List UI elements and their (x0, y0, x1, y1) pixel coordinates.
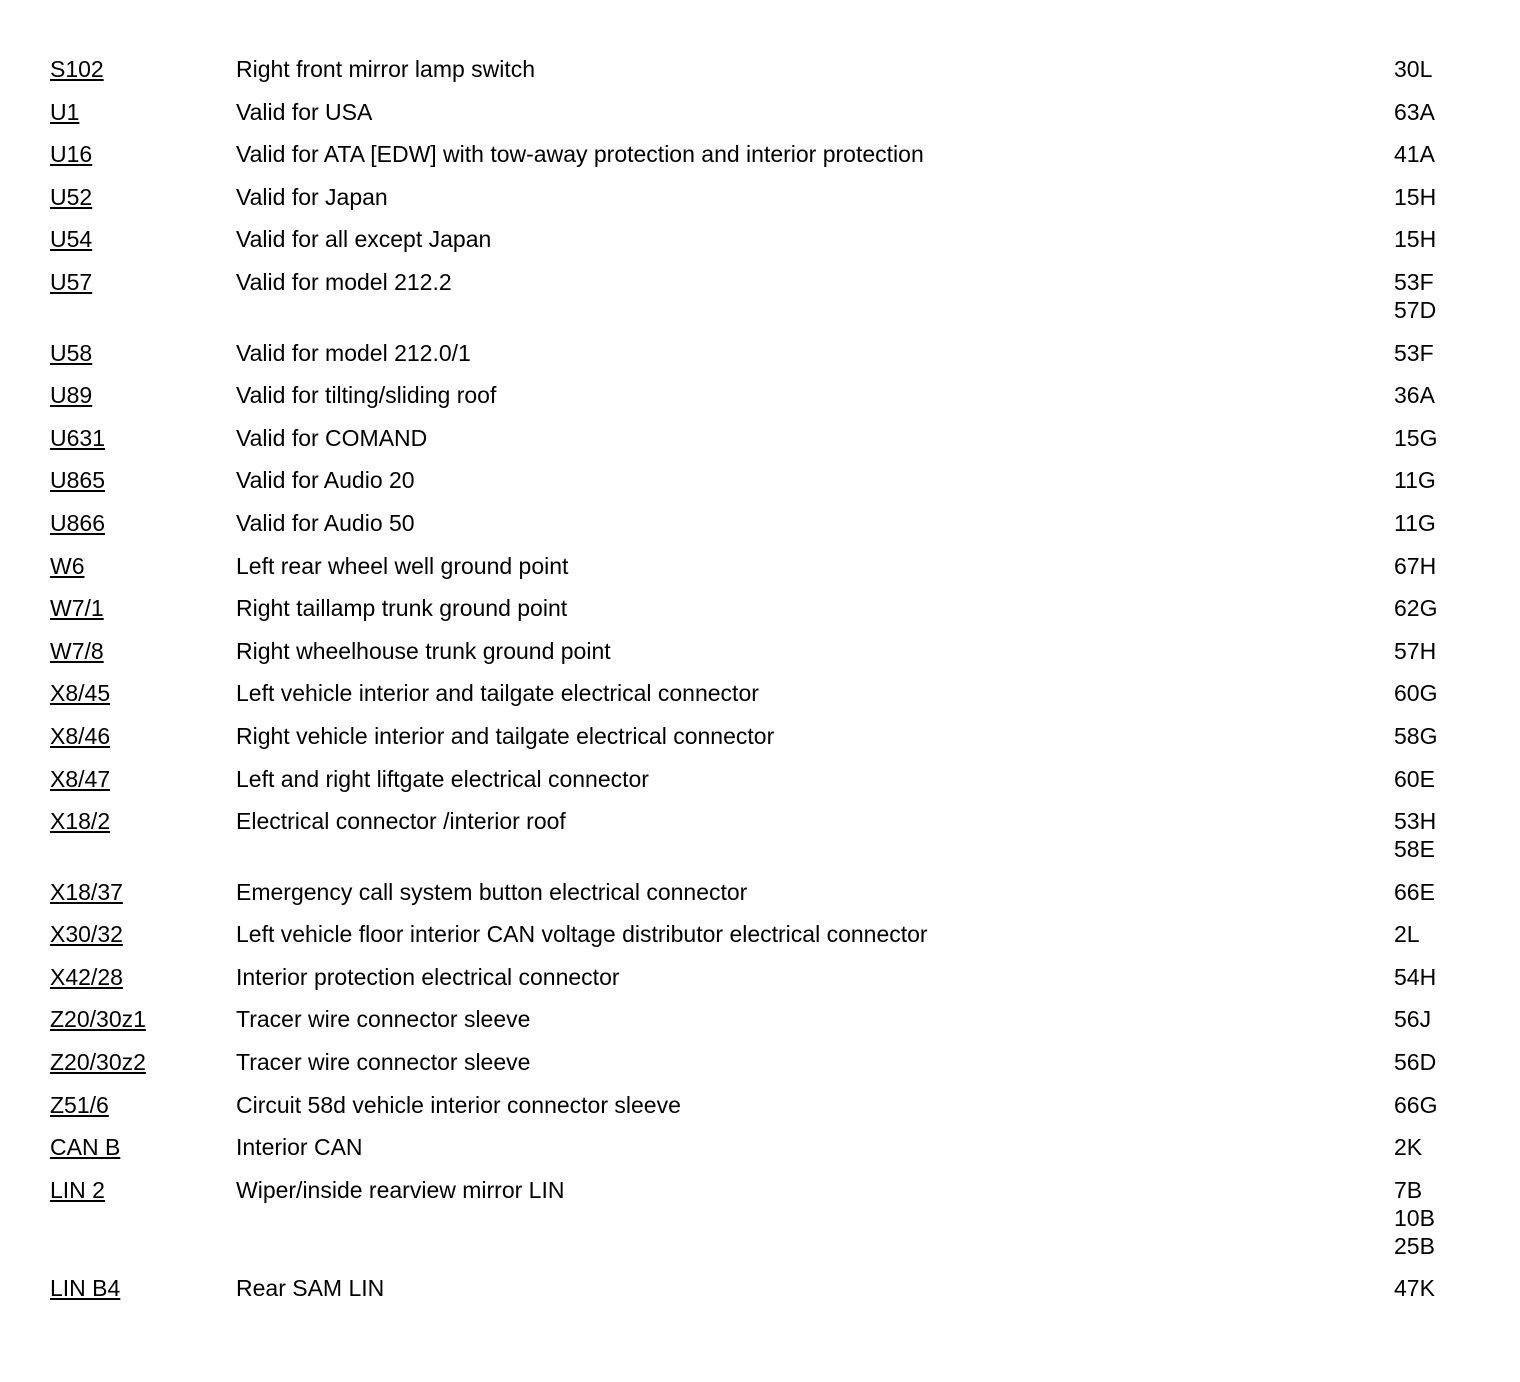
grid-reference: 62G (1394, 595, 1438, 622)
component-code-link[interactable]: Z20/30z2 (50, 1049, 146, 1076)
grid-reference-list (1394, 878, 1470, 906)
component-description: Right front mirror lamp switch (236, 56, 536, 82)
grid-reference: 30L (1394, 56, 1433, 82)
grid-reference: 58G (1394, 722, 1438, 749)
legend-row (50, 466, 1470, 494)
component-code-link[interactable]: CAN B (50, 1134, 121, 1161)
grid-reference: 57H (1394, 637, 1437, 664)
component-description: Tracer wire connector sleeve (236, 1006, 531, 1033)
legend-row (50, 637, 1470, 665)
grid-reference: 15H (1394, 183, 1437, 210)
legend-row (50, 1133, 1470, 1161)
grid-reference: 2K (1394, 1134, 1423, 1161)
component-code-link[interactable]: X8/46 (50, 722, 111, 749)
grid-reference-list (1394, 183, 1470, 211)
legend-row (50, 920, 1470, 948)
grid-reference-list (1394, 722, 1470, 750)
component-description: Valid for Audio 20 (236, 467, 415, 494)
component-code-link[interactable]: X8/47 (50, 765, 111, 792)
grid-reference-list (1394, 963, 1470, 991)
grid-reference-list (1394, 807, 1470, 863)
legend-row (50, 679, 1470, 707)
grid-reference: 11G (1394, 509, 1436, 536)
component-code-link[interactable]: W7/8 (50, 637, 104, 664)
grid-reference: 60E (1394, 765, 1435, 792)
legend-row (50, 1005, 1470, 1033)
grid-reference-list (1394, 424, 1470, 452)
component-code-link[interactable]: W6 (50, 552, 85, 579)
legend-row (50, 381, 1470, 409)
component-description: Valid for model 212.0/1 (236, 339, 471, 366)
component-description: Valid for tilting/sliding roof (236, 382, 497, 409)
component-code-link[interactable]: LIN B4 (50, 1275, 121, 1302)
component-description: Left vehicle floor interior CAN voltage distributor electrical connector (236, 921, 928, 948)
component-code-link[interactable]: Z51/6 (50, 1091, 109, 1118)
grid-reference: 25B (1394, 1232, 1435, 1259)
grid-reference-list (1394, 1048, 1470, 1076)
component-code-link[interactable]: U865 (50, 467, 105, 494)
component-description: Valid for all except Japan (236, 226, 492, 253)
grid-reference-list (1394, 1274, 1470, 1302)
legend-row (50, 1048, 1470, 1076)
legend-row (50, 1274, 1470, 1302)
grid-reference-list (1394, 268, 1470, 324)
grid-reference: 2L (1394, 921, 1420, 948)
grid-reference: 53F (1394, 339, 1434, 366)
component-code-link[interactable]: U866 (50, 509, 105, 536)
component-description: Emergency call system button electrical connector (236, 878, 748, 905)
grid-reference-list (1394, 1133, 1470, 1161)
grid-reference-list (1394, 339, 1470, 367)
grid-reference-list (1394, 225, 1470, 253)
component-description: Wiper/inside rearview mirror LIN (236, 1176, 565, 1203)
legend-row (50, 268, 1470, 324)
component-description: Rear SAM LIN (236, 1275, 385, 1302)
legend-row (50, 339, 1470, 367)
component-code-link[interactable]: U58 (50, 339, 93, 366)
grid-reference: 15G (1394, 424, 1438, 451)
grid-reference-list (1394, 140, 1470, 168)
component-description: Left and right liftgate electrical connector (236, 765, 649, 792)
component-code-link[interactable]: LIN 2 (50, 1176, 105, 1203)
grid-reference-list (1394, 98, 1470, 126)
grid-reference: 10B (1394, 1204, 1435, 1231)
component-code-link[interactable]: S102 (50, 56, 104, 82)
grid-reference: 56J (1394, 1006, 1432, 1033)
component-code-link[interactable]: U16 (50, 141, 93, 168)
legend-row (50, 424, 1470, 452)
component-description: Left vehicle interior and tailgate electrical connector (236, 680, 759, 707)
grid-reference: 36A (1394, 382, 1435, 409)
component-description: Right vehicle interior and tailgate electrical connector (236, 722, 775, 749)
component-description: Valid for Japan (236, 183, 388, 210)
grid-reference-list (1394, 1005, 1470, 1033)
component-description: Tracer wire connector sleeve (236, 1049, 531, 1076)
legend-row (50, 807, 1470, 863)
grid-reference: 15H (1394, 226, 1437, 253)
component-code-link[interactable]: X42/28 (50, 963, 123, 990)
grid-reference: 67H (1394, 552, 1437, 579)
component-description: Valid for Audio 50 (236, 509, 415, 536)
legend-row (50, 509, 1470, 537)
grid-reference: 57D (1394, 296, 1437, 323)
legend-row (50, 225, 1470, 253)
legend-row (50, 722, 1470, 750)
component-description: Valid for USA (236, 98, 373, 125)
component-code-link[interactable]: X30/32 (50, 921, 123, 948)
legend-row (50, 878, 1470, 906)
component-code-link[interactable]: U54 (50, 226, 93, 253)
component-description: Left rear wheel well ground point (236, 552, 569, 579)
component-description: Circuit 58d vehicle interior connector sleeve (236, 1091, 681, 1118)
legend-row (50, 765, 1470, 793)
component-code-link[interactable]: X18/2 (50, 808, 111, 835)
grid-reference: 54H (1394, 963, 1437, 990)
legend-row (50, 98, 1470, 126)
grid-reference-list (1394, 552, 1470, 580)
component-code-link[interactable]: X8/45 (50, 680, 111, 707)
component-description: Valid for COMAND (236, 424, 428, 451)
grid-reference-list (1394, 1176, 1470, 1260)
component-description: Valid for model 212.2 (236, 268, 452, 295)
grid-reference-list (1394, 920, 1470, 948)
component-code-link[interactable]: U89 (50, 382, 93, 409)
grid-reference: 66E (1394, 878, 1435, 905)
component-description: Right wheelhouse trunk ground point (236, 637, 611, 664)
grid-reference-list (1394, 509, 1470, 537)
grid-reference-list (1394, 637, 1470, 665)
grid-reference-list (1394, 594, 1470, 622)
component-description: Valid for ATA [EDW] with tow-away protection and interior protection (236, 141, 924, 168)
grid-reference-list (1394, 466, 1470, 494)
grid-reference-list (1394, 765, 1470, 793)
component-code-link[interactable]: U52 (50, 183, 93, 210)
grid-reference-list (1394, 1091, 1470, 1119)
component-code-link[interactable]: U1 (50, 98, 80, 125)
legend-row (50, 594, 1470, 622)
component-code-link[interactable]: X18/37 (50, 878, 123, 905)
legend-row (50, 183, 1470, 211)
component-code-link[interactable]: Z20/30z1 (50, 1006, 146, 1033)
grid-reference: 11G (1394, 467, 1436, 494)
component-description: Interior protection electrical connector (236, 963, 620, 990)
legend-row (50, 140, 1470, 168)
legend-row (50, 55, 1470, 83)
grid-reference: 63A (1394, 98, 1435, 125)
grid-reference: 41A (1394, 141, 1435, 168)
grid-reference-list (1394, 55, 1470, 83)
grid-reference: 53H (1394, 808, 1437, 835)
component-code-link[interactable]: W7/1 (50, 595, 104, 622)
legend-row (50, 1176, 1470, 1260)
legend-row (50, 963, 1470, 991)
grid-reference: 56D (1394, 1049, 1437, 1076)
component-code-link[interactable]: U57 (50, 268, 93, 295)
component-description: Right taillamp trunk ground point (236, 595, 568, 622)
component-description: Interior CAN (236, 1134, 363, 1161)
grid-reference-list (1394, 381, 1470, 409)
grid-reference: 66G (1394, 1091, 1438, 1118)
component-legend-table (50, 55, 1470, 1317)
component-code-link[interactable]: U631 (50, 424, 105, 451)
legend-row (50, 552, 1470, 580)
grid-reference: 58E (1394, 836, 1435, 863)
legend-row (50, 1091, 1470, 1119)
grid-reference: 7B (1394, 1176, 1423, 1203)
component-description: Electrical connector /interior roof (236, 808, 566, 835)
grid-reference: 53F (1394, 268, 1434, 295)
grid-reference-list (1394, 679, 1470, 707)
grid-reference: 47K (1394, 1275, 1435, 1302)
grid-reference: 60G (1394, 680, 1438, 707)
